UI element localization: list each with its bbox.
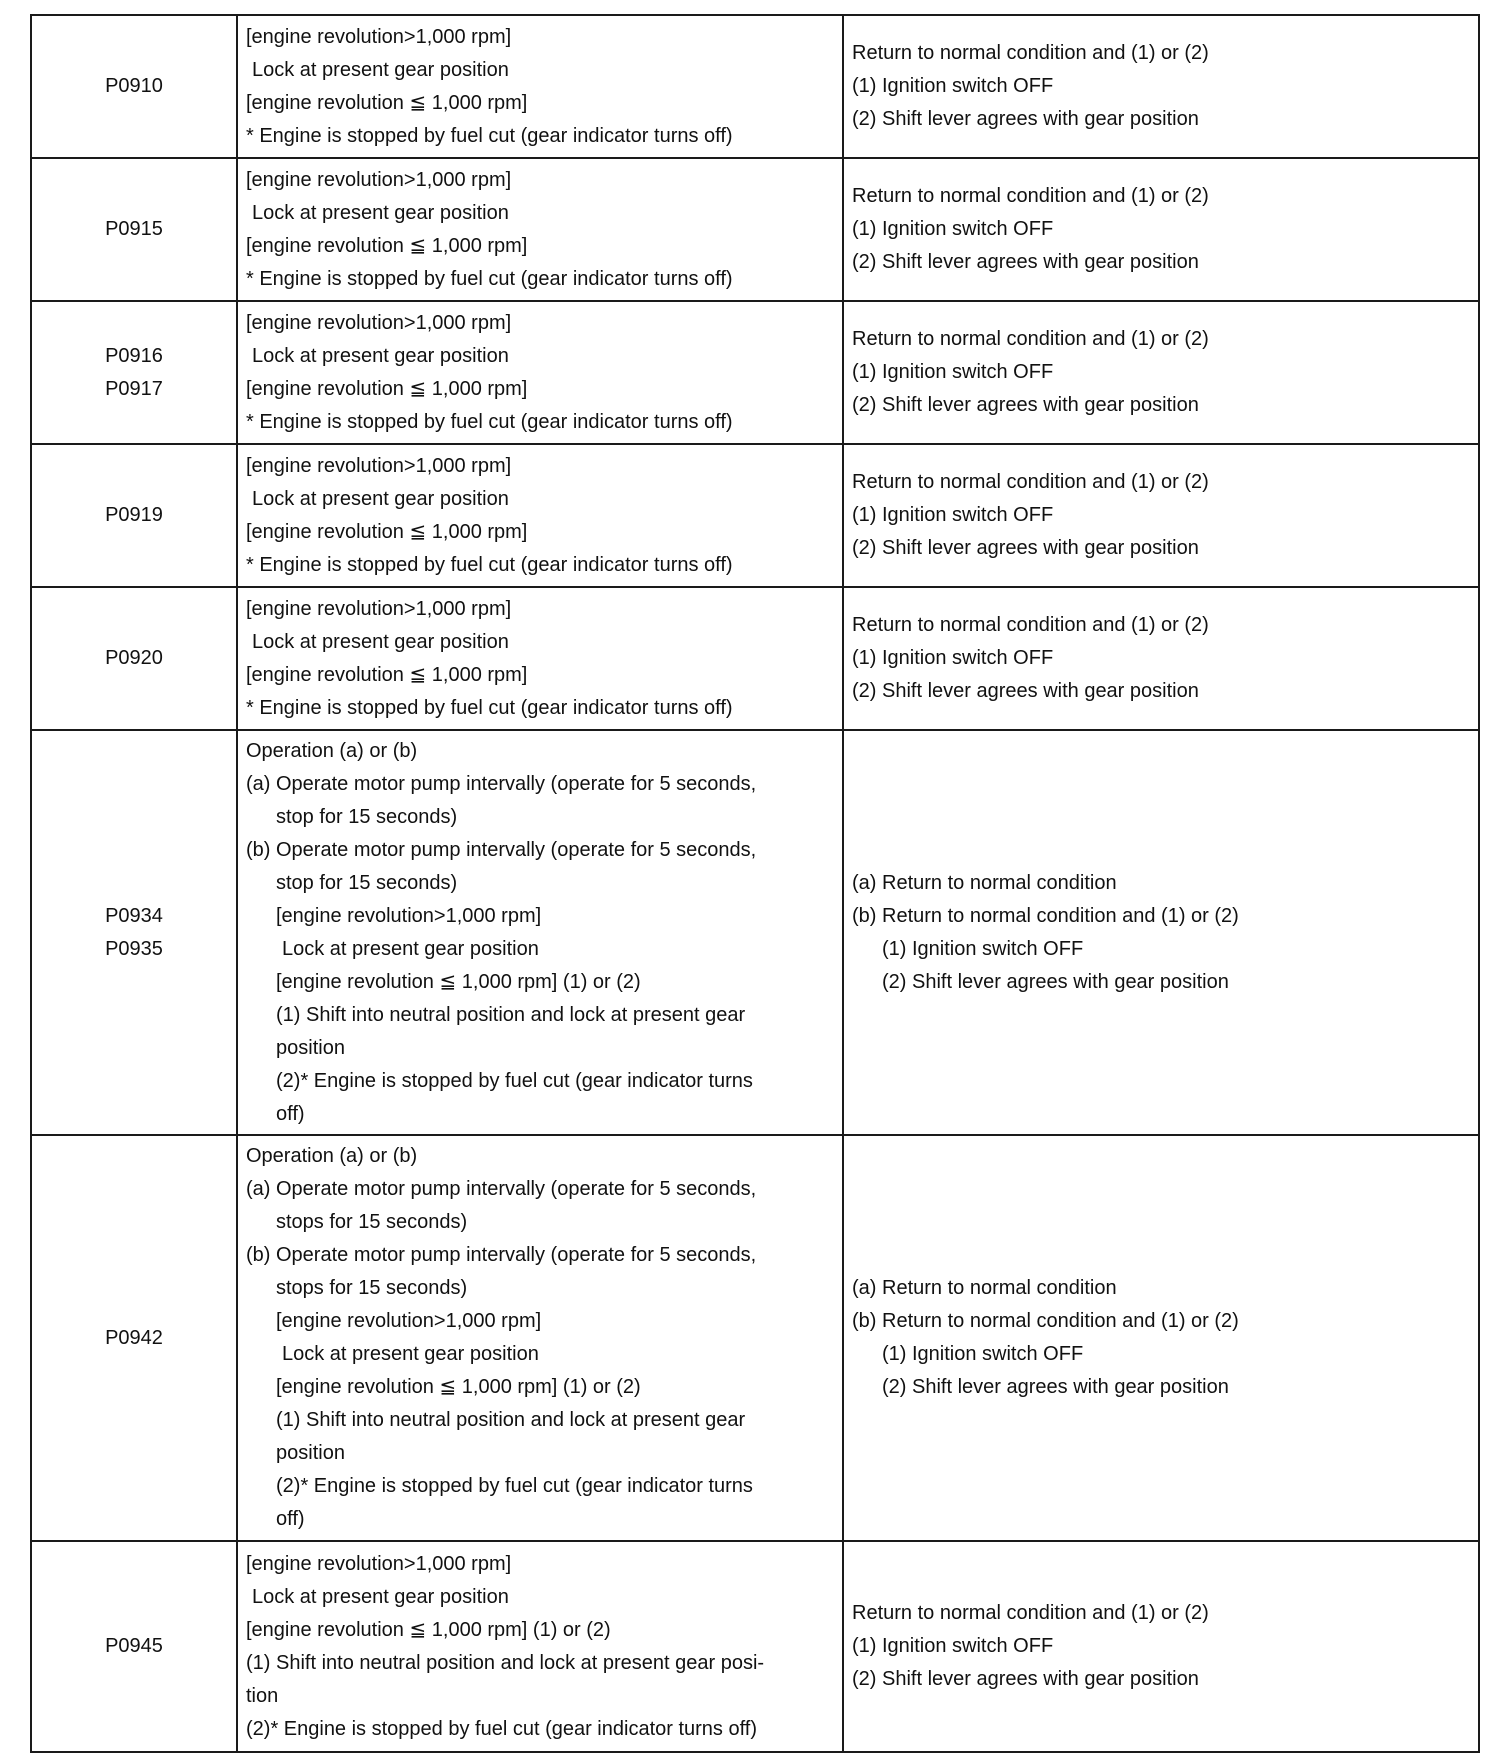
recovery-line: (b) Return to normal condition and (1) or (2) — [852, 1310, 1239, 1332]
failsafe-line: [engine revolution ≦ 1,000 rpm] — [246, 520, 528, 543]
failsafe-line: Lock at present gear position — [252, 344, 509, 367]
failsafe-line: * Engine is stopped by fuel cut (gear indicator turns off) — [246, 124, 733, 147]
failsafe-line: position — [276, 1036, 345, 1059]
recovery-cell — [843, 730, 1479, 1135]
recovery-line: (1) Ignition switch OFF — [852, 647, 1054, 669]
recovery-line: Return to normal condition and (1) or (2) — [852, 328, 1209, 350]
failsafe-line: [engine revolution>1,000 rpm] — [246, 311, 512, 334]
recovery-line: (2) Shift lever agrees with gear position — [852, 251, 1199, 273]
recovery-cell — [843, 587, 1479, 730]
failsafe-line: * Engine is stopped by fuel cut (gear indicator turns off) — [246, 267, 733, 290]
table-row — [31, 15, 1479, 158]
failsafe-line: (2)* Engine is stopped by fuel cut (gear indicator turns — [276, 1069, 753, 1092]
failsafe-line: Lock at present gear position — [252, 201, 509, 224]
recovery-cell — [843, 158, 1479, 301]
table-row — [31, 158, 1479, 301]
failsafe-line: stop for 15 seconds) — [276, 805, 458, 828]
recovery-line: (1) Ignition switch OFF — [852, 75, 1054, 97]
failsafe-cell — [237, 1541, 843, 1752]
recovery-line: (2) Shift lever agrees with gear position — [852, 537, 1199, 559]
recovery-line: (1) Ignition switch OFF — [852, 504, 1054, 526]
failsafe-line: [engine revolution>1,000 rpm] — [246, 25, 512, 48]
failsafe-line: position — [276, 1442, 345, 1464]
failsafe-line: * Engine is stopped by fuel cut (gear indicator turns off) — [246, 553, 733, 576]
failsafe-line: stops for 15 seconds) — [276, 1211, 468, 1233]
recovery-line: (2) Shift lever agrees with gear position — [882, 970, 1229, 993]
dtc-code: P0920 — [105, 647, 163, 669]
failsafe-cell — [237, 587, 843, 730]
recovery-line: Return to normal condition and (1) or (2) — [852, 1602, 1209, 1624]
failsafe-cell — [237, 15, 843, 158]
failsafe-line: off) — [276, 1508, 305, 1530]
failsafe-line: * Engine is stopped by fuel cut (gear indicator turns off) — [246, 410, 733, 433]
dtc-code-cell — [31, 730, 237, 1135]
failsafe-line: [engine revolution>1,000 rpm] — [246, 1552, 512, 1575]
failsafe-cell — [237, 301, 843, 444]
failsafe-line: Lock at present gear position — [282, 1343, 539, 1365]
failsafe-line: (2)* Engine is stopped by fuel cut (gear indicator turns — [276, 1475, 753, 1497]
recovery-line: (a) Return to normal condition — [852, 871, 1117, 894]
failsafe-cell — [237, 730, 843, 1135]
failsafe-line: stop for 15 seconds) — [276, 871, 458, 894]
dtc-code: P0917 — [105, 377, 163, 400]
table-row — [31, 301, 1479, 444]
table-row — [31, 444, 1479, 587]
dtc-code-cell — [31, 444, 237, 587]
failsafe-line: [engine revolution ≦ 1,000 rpm] — [246, 377, 528, 400]
dtc-code-cell — [31, 1135, 237, 1541]
failsafe-line: (1) Shift into neutral position and lock at present gear — [276, 1003, 746, 1026]
failsafe-line: (1) Shift into neutral position and lock at present gear — [276, 1409, 746, 1431]
table-row — [31, 1135, 1479, 1541]
table-row — [31, 587, 1479, 730]
failsafe-cell — [237, 158, 843, 301]
recovery-cell — [843, 444, 1479, 587]
dtc-code: P0919 — [105, 504, 163, 526]
dtc-code-cell — [31, 15, 237, 158]
failsafe-cell — [237, 1135, 843, 1541]
recovery-line: (2) Shift lever agrees with gear position — [852, 680, 1199, 702]
dtc-code-cell — [31, 1541, 237, 1752]
recovery-cell — [843, 1541, 1479, 1752]
recovery-line: Return to normal condition and (1) or (2) — [852, 185, 1209, 207]
failsafe-line: * Engine is stopped by fuel cut (gear indicator turns off) — [246, 696, 733, 719]
failsafe-line: (b) Operate motor pump intervally (operate for 5 seconds, — [246, 838, 757, 861]
failsafe-line: Lock at present gear position — [252, 58, 509, 81]
failsafe-line: (b) Operate motor pump intervally (operate for 5 seconds, — [246, 1244, 757, 1266]
failsafe-line: [engine revolution ≦ 1,000 rpm] — [246, 91, 528, 114]
failsafe-line: Operation (a) or (b) — [246, 739, 418, 762]
table-row — [31, 1541, 1479, 1752]
recovery-line: Return to normal condition and (1) or (2) — [852, 471, 1209, 493]
failsafe-line: [engine revolution>1,000 rpm] — [246, 168, 512, 191]
dtc-code: P0945 — [105, 1635, 163, 1657]
recovery-line: (2) Shift lever agrees with gear position — [852, 1668, 1199, 1690]
failsafe-cell — [237, 444, 843, 587]
failsafe-line: Operation (a) or (b) — [246, 1145, 418, 1167]
recovery-line: (1) Ignition switch OFF — [852, 218, 1054, 240]
dtc-code: P0934 — [105, 904, 163, 927]
recovery-line: (2) Shift lever agrees with gear position — [882, 1376, 1229, 1398]
failsafe-line: [engine revolution ≦ 1,000 rpm] — [246, 234, 528, 257]
failsafe-line: stops for 15 seconds) — [276, 1277, 468, 1299]
failsafe-line: (2)* Engine is stopped by fuel cut (gear indicator turns off) — [246, 1717, 758, 1740]
dtc-failsafe-table — [30, 14, 1480, 1753]
failsafe-line: tion — [246, 1684, 279, 1707]
failsafe-line: [engine revolution>1,000 rpm] — [246, 597, 512, 620]
dtc-code-cell — [31, 158, 237, 301]
dtc-code: P0935 — [105, 937, 163, 960]
failsafe-line: (1) Shift into neutral position and lock at present gear posi- — [246, 1651, 765, 1674]
failsafe-line: Lock at present gear position — [252, 487, 509, 510]
dtc-code-cell — [31, 587, 237, 730]
failsafe-line: [engine revolution ≦ 1,000 rpm] (1) or (2) — [276, 970, 641, 993]
failsafe-line: [engine revolution ≦ 1,000 rpm] (1) or (2) — [276, 1376, 641, 1398]
failsafe-line: [engine revolution>1,000 rpm] — [276, 904, 542, 927]
dtc-code-cell — [31, 301, 237, 444]
recovery-line: (1) Ignition switch OFF — [852, 1635, 1054, 1657]
failsafe-line: [engine revolution ≦ 1,000 rpm] — [246, 663, 528, 686]
failsafe-line: [engine revolution ≦ 1,000 rpm] (1) or (2) — [246, 1618, 611, 1641]
recovery-cell — [843, 301, 1479, 444]
failsafe-line: (a) Operate motor pump intervally (operate for 5 seconds, — [246, 1178, 757, 1200]
recovery-line: (1) Ignition switch OFF — [882, 1343, 1084, 1365]
failsafe-line: (a) Operate motor pump intervally (operate for 5 seconds, — [246, 772, 757, 795]
table-row — [31, 730, 1479, 1135]
recovery-line: (b) Return to normal condition and (1) or (2) — [852, 904, 1239, 927]
dtc-code: P0916 — [105, 344, 163, 367]
recovery-line: (1) Ignition switch OFF — [882, 937, 1084, 960]
recovery-line: (1) Ignition switch OFF — [852, 361, 1054, 383]
dtc-code: P0910 — [105, 75, 163, 97]
failsafe-line: Lock at present gear position — [252, 630, 509, 653]
failsafe-line: Lock at present gear position — [252, 1585, 509, 1608]
failsafe-line: [engine revolution>1,000 rpm] — [246, 454, 512, 477]
failsafe-line: [engine revolution>1,000 rpm] — [276, 1310, 542, 1332]
recovery-line: Return to normal condition and (1) or (2) — [852, 614, 1209, 636]
recovery-cell — [843, 1135, 1479, 1541]
dtc-code: P0942 — [105, 1326, 163, 1349]
recovery-line: (2) Shift lever agrees with gear position — [852, 108, 1199, 130]
failsafe-line: Lock at present gear position — [282, 937, 539, 960]
failsafe-line: off) — [276, 1102, 305, 1125]
recovery-line: (a) Return to normal condition — [852, 1277, 1117, 1299]
recovery-cell — [843, 15, 1479, 158]
dtc-code: P0915 — [105, 218, 163, 240]
recovery-line: (2) Shift lever agrees with gear position — [852, 394, 1199, 416]
recovery-line: Return to normal condition and (1) or (2) — [852, 42, 1209, 64]
